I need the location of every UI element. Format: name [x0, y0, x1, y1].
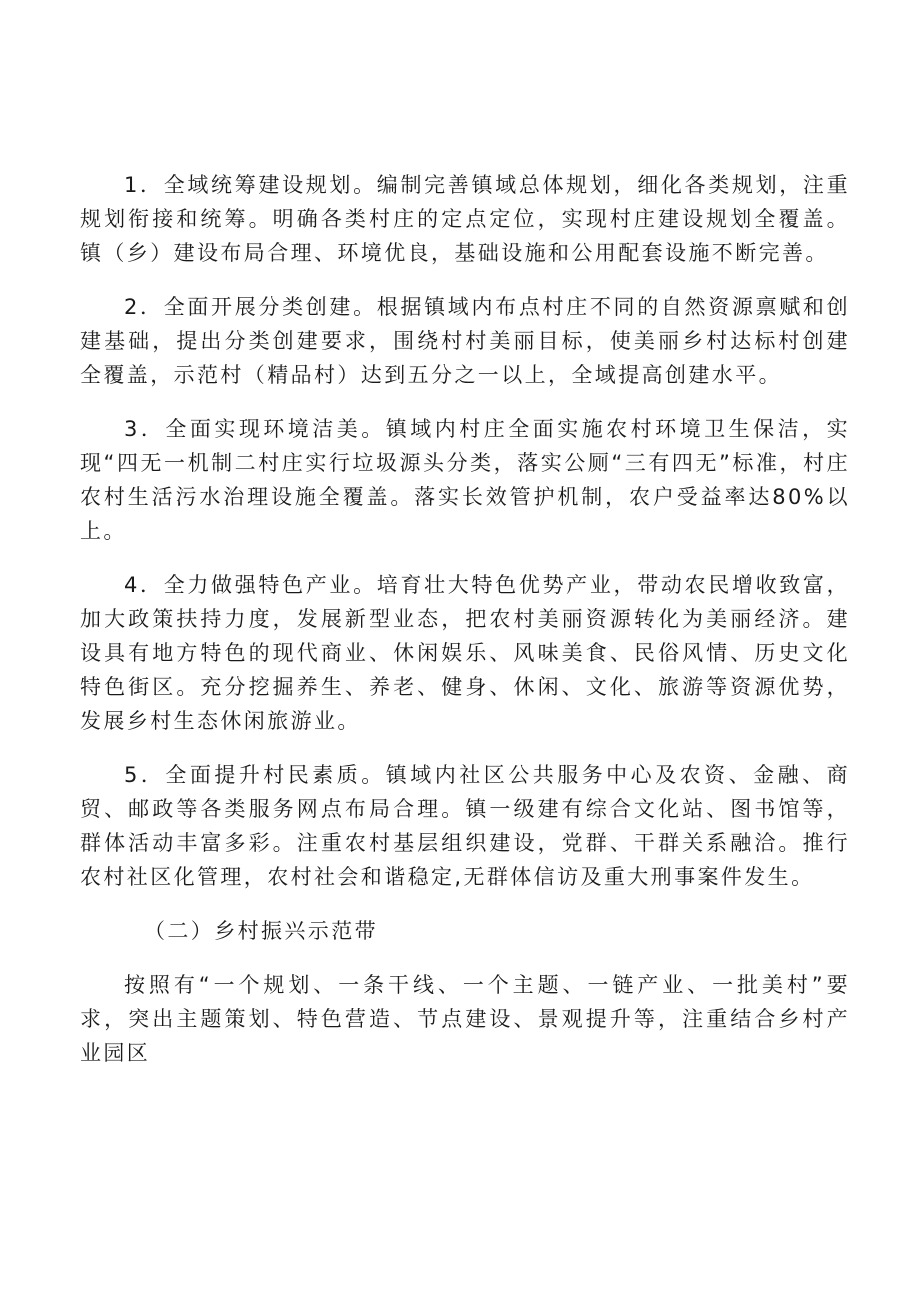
paragraph-planning: 1．全域统筹建设规划。编制完善镇域总体规划，细化各类规划，注重规划衔接和统筹。明确各类村庄的定点定位，实现村庄建设规划全覆盖。镇（乡）建设布局合理、环境优良，基础设施和公用配套设施不断完善。: [80, 173, 850, 265]
document-body: [80, 168, 850, 1090]
paragraph-villagers: 5．全面提升村民素质。镇域内社区公共服务中心及农资、金融、商贸、邮政等各类服务网点布局合理。镇一级建有综合文化站、图书馆等，群体活动丰富多彩。注重农村基层组织建设，党群、干群关系融洽。推行农村社区化管理，农村社会和谐稳定,无群体信访及重大刑事案件发生。: [80, 763, 850, 889]
paragraph-demonstration-belt: 按照有“一个规划、一条干线、一个主题、一链产业、一批美村”要求，突出主题策划、特色营造、节点建设、景观提升等，注重结合乡村产业园区: [80, 973, 850, 1065]
section-heading: （二）乡村振兴示范带: [144, 919, 378, 943]
paragraph-industry: 4．全力做强特色产业。培育壮大特色优势产业，带动农民增收致富，加大政策扶持力度，发展新型业态，把农村美丽资源转化为美丽经济。建设具有地方特色的现代商业、休闲娱乐、风味美食、民俗风情、历史文化特色街区。充分挖掘养生、养老、健身、休闲、文化、旅游等资源优势，发展乡村生态休闲旅游业。: [80, 573, 850, 733]
paragraph-environment: 3．全面实现环境洁美。镇域内村庄全面实施农村环境卫生保洁，实现“四无一机制二村庄实行垃圾源头分类，落实公厕“三有四无”标准，村庄农村生活污水治理设施全覆盖。落实长效管护机制，农户受益率达80%以上。: [80, 417, 850, 543]
paragraph-classification: 2．全面开展分类创建。根据镇域内布点村庄不同的自然资源禀赋和创建基础，提出分类创建要求，围绕村村美丽目标，使美丽乡村达标村创建全覆盖，示范村（精品村）达到五分之一以上，全域提高创建水平。: [80, 295, 850, 387]
